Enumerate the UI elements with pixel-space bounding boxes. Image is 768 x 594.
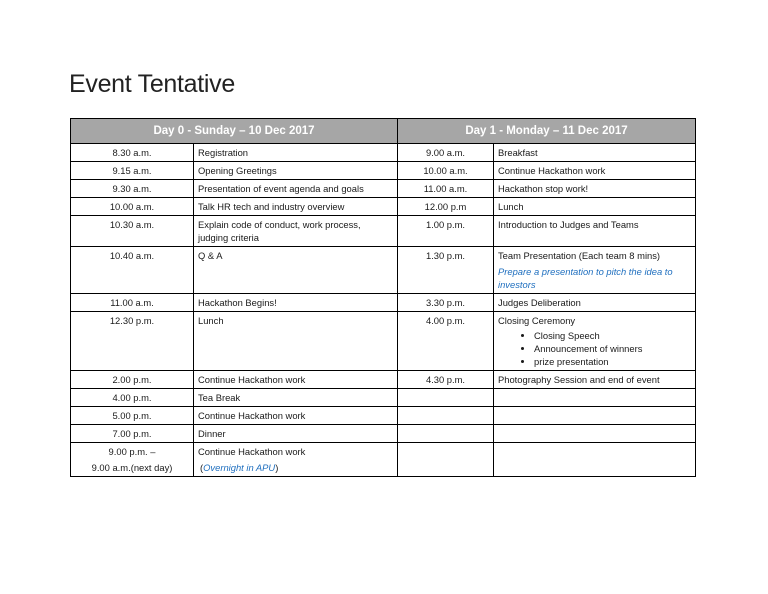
day0-activity: Lunch [194, 312, 398, 371]
note-paren-open: ( [200, 462, 204, 473]
list-item: • Closing Speech [534, 329, 691, 342]
empty-cell [494, 425, 696, 443]
table-row [71, 162, 696, 180]
day0-time: 5.00 p.m. [71, 407, 194, 425]
day0-time-end: 9.00 a.m.(next day) [91, 462, 173, 473]
table-row [71, 425, 696, 443]
day0-time: 10.00 a.m. [71, 198, 194, 216]
day1-time: 11.00 a.m. [398, 180, 494, 198]
table-row [71, 371, 696, 389]
day0-activity: Registration [194, 144, 398, 162]
presentation-note: Prepare a presentation to pitch the idea to investors [498, 266, 673, 290]
day1-time: 3.30 p.m. [398, 294, 494, 312]
empty-cell [398, 389, 494, 407]
day1-activity: Photography Session and end of event [494, 371, 696, 389]
table-row [71, 312, 696, 371]
empty-cell [494, 443, 696, 477]
day0-activity: Tea Break [194, 389, 398, 407]
day1-activity: Breakfast [494, 144, 696, 162]
day1-time: 1.00 p.m. [398, 216, 494, 247]
table-row [71, 247, 696, 294]
day0-time: 2.00 p.m. [71, 371, 194, 389]
day1-activity-cell [494, 312, 696, 371]
day1-time: 10.00 a.m. [398, 162, 494, 180]
day0-time: 10.30 a.m. [71, 216, 194, 247]
table-row [71, 198, 696, 216]
day0-activity: Talk HR tech and industry overview [194, 198, 398, 216]
list-item: • Announcement of winners [534, 342, 691, 355]
table-row [71, 216, 696, 247]
day0-activity: Opening Greetings [194, 162, 398, 180]
day0-time-cell [71, 443, 194, 477]
day0-time: 4.00 p.m. [71, 389, 194, 407]
table-row [71, 144, 696, 162]
day0-activity: Explain code of conduct, work process, judging criteria [194, 216, 398, 247]
day1-activity: Hackathon stop work! [494, 180, 696, 198]
day0-time: 9.00 p.m. – [108, 446, 156, 457]
overnight-note-line [198, 461, 393, 474]
day0-activity: Continue Hackathon work [194, 407, 398, 425]
page-title: Event Tentative [69, 70, 235, 98]
day0-time: 11.00 a.m. [71, 294, 194, 312]
day0-time: 10.40 a.m. [71, 247, 194, 294]
empty-cell [494, 407, 696, 425]
table-row [71, 294, 696, 312]
day0-time: 7.00 p.m. [71, 425, 194, 443]
overnight-note: Overnight in APU [203, 462, 276, 473]
table-row [71, 389, 696, 407]
day1-activity-cell [494, 247, 696, 294]
empty-cell [398, 443, 494, 477]
day0-time: 9.15 a.m. [71, 162, 194, 180]
day1-time: 4.30 p.m. [398, 371, 494, 389]
day0-time: 8.30 a.m. [71, 144, 194, 162]
day1-activity: Judges Deliberation [494, 294, 696, 312]
closing-ceremony-list [498, 329, 691, 368]
table-row [71, 443, 696, 477]
day1-activity: Lunch [494, 198, 696, 216]
day1-activity: Closing Ceremony [498, 315, 576, 326]
day0-time: 12.30 p.m. [71, 312, 194, 371]
day1-time: 9.00 a.m. [398, 144, 494, 162]
day0-time: 9.30 a.m. [71, 180, 194, 198]
day0-activity-cell [194, 443, 398, 477]
day1-header: Day 1 - Monday – 11 Dec 2017 [398, 119, 696, 144]
table-row [71, 180, 696, 198]
day1-time: 1.30 p.m. [398, 247, 494, 294]
day1-activity: Continue Hackathon work [494, 162, 696, 180]
day1-time: 12.00 p.m [398, 198, 494, 216]
note-paren-close: ) [275, 462, 279, 473]
day0-activity: Dinner [194, 425, 398, 443]
schedule-table [70, 118, 696, 477]
header-row [71, 119, 696, 144]
empty-cell [398, 425, 494, 443]
day0-activity: Continue Hackathon work [194, 371, 398, 389]
day0-activity: Presentation of event agenda and goals [194, 180, 398, 198]
day0-activity: Continue Hackathon work [198, 446, 306, 457]
day1-activity: Introduction to Judges and Teams [494, 216, 696, 247]
day0-header: Day 0 - Sunday – 10 Dec 2017 [71, 119, 398, 144]
day1-activity: Team Presentation (Each team 8 mins) [498, 250, 661, 261]
empty-cell [494, 389, 696, 407]
table-row [71, 407, 696, 425]
day1-time: 4.00 p.m. [398, 312, 494, 371]
day0-activity: Q & A [194, 247, 398, 294]
day0-activity: Hackathon Begins! [194, 294, 398, 312]
empty-cell [398, 407, 494, 425]
list-item: • prize presentation [534, 355, 691, 368]
